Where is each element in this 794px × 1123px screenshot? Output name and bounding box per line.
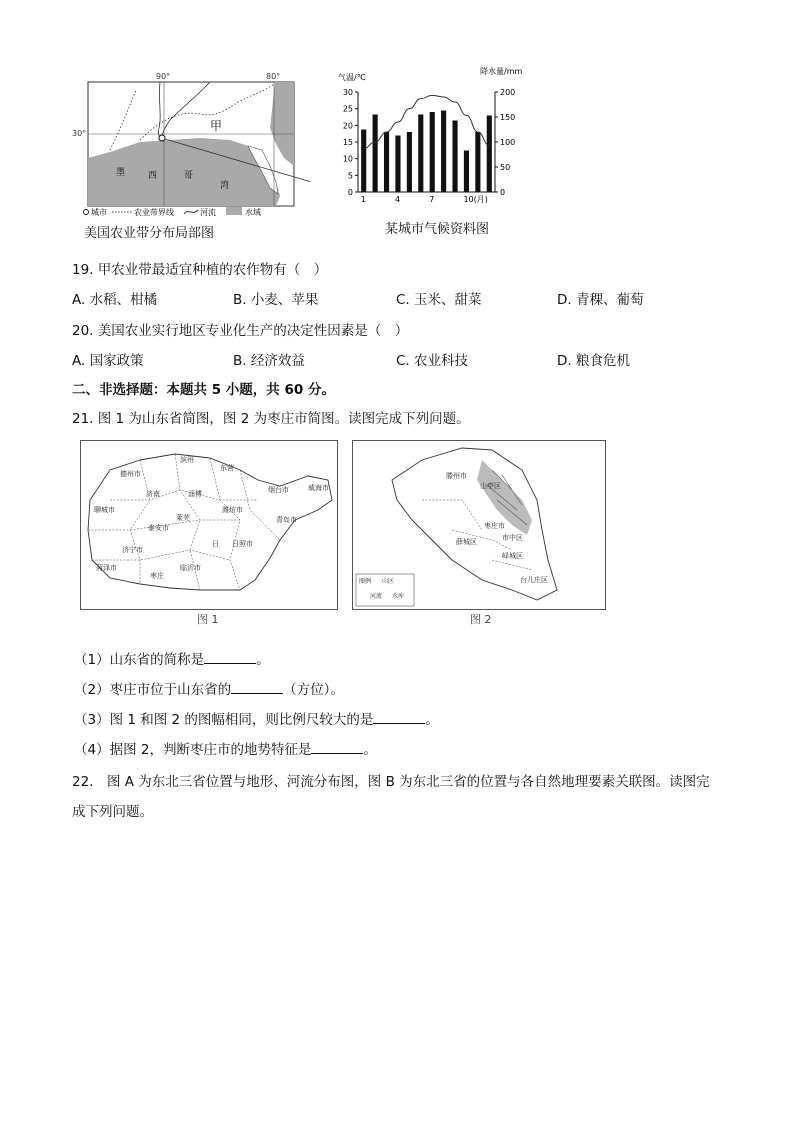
zz-zaozhuang: 枣庄市 [484,522,505,530]
q21-sub1-blank[interactable] [204,651,256,664]
sd-weihai: 威海市 [308,484,329,492]
q20-stem: 20. 美国农业实行地区专业化生产的决定性因素是（ ） [72,323,409,339]
lon-90-label: 90° [156,72,171,81]
q19-option-b[interactable]: B. 小麦、苹果 [233,292,319,308]
figure-1-label: 图 1 [197,613,219,626]
legend-water: 水域 [245,208,261,217]
us-map-graphic [70,70,310,245]
q20-option-b[interactable]: B. 经济效益 [233,353,305,369]
precip-bar [430,112,435,192]
q21-sub3-text: （3）图 1 和图 2 的图幅相同，则比例尺较大的是 [74,712,374,728]
sd-ri: 日 [212,540,219,548]
sd-heze: 菏泽市 [96,564,117,572]
sd-taian: 泰安市 [148,524,169,532]
sd-jinan: 济南 [146,490,160,498]
sd-linyi: 临沂市 [180,564,201,572]
x-tick-label: 10(月) [463,195,488,204]
zz-shanting: 山亭区 [480,482,501,490]
sd-weifang: 潍坊市 [222,506,243,514]
sd-qingdao: 青岛市 [276,516,297,524]
q21-sub4-end: 。 [363,742,377,758]
sd-rizhao: 日照市 [232,540,253,548]
climate-chart [330,62,530,240]
zaozhuang-map-graphic [352,440,606,610]
precip-bar [464,151,469,193]
left-tick-label: 10 [342,154,353,164]
precip-bar [475,132,480,192]
lat-30-label: 30° [72,129,87,138]
right-tick-label: 150 [500,113,516,122]
q19-stem: 19. 甲农业带最适宜种植的农作物有（ ） [72,262,328,278]
zz-yicheng: 峄城区 [502,552,523,560]
q20-option-c[interactable]: C. 农业科技 [396,353,469,369]
precip-bar [395,136,400,193]
gulf-char-2: 西 [148,171,158,181]
figure-2-label: 图 2 [470,613,492,626]
climate-chart-svg [330,62,530,240]
q21-sub1 [74,648,270,668]
figure-1-shandong-map [80,440,338,610]
q21-sub4-blank[interactable] [311,741,363,754]
q21-sub1-end: 。 [256,652,270,668]
sd-dongying: 东营 [220,464,234,472]
q19-option-d[interactable]: D. 青稞、葡萄 [557,292,644,308]
precip-bar [373,115,378,193]
gulf-char-4: 湾 [220,181,230,191]
legend-city: 城市 [91,208,107,217]
us-map-caption: 美国农业带分布局部图 [84,226,215,241]
q21-sub3 [74,708,439,728]
temperature-line [364,95,490,148]
precip-bar [452,121,457,193]
sd-laiwu: 莱芜 [176,514,190,522]
left-tick-label: 20 [342,121,353,131]
q21-sub4 [74,738,377,758]
left-tick-label: 0 [347,188,353,197]
q22-stem-line2: 成下列问题。 [72,804,153,820]
q20-option-d[interactable]: D. 粮食危机 [557,353,630,369]
precip-bar [418,115,423,193]
q20-option-a[interactable]: A. 国家政策 [72,353,144,369]
q21-sub2-text: （2）枣庄市位于山东省的 [74,682,232,698]
right-tick-label: 200 [500,88,516,97]
zz-tengzhou: 滕州市 [446,472,467,480]
sd-zibo: 淄博 [188,490,202,498]
shandong-map-graphic [80,440,338,610]
left-tick-label: 25 [342,104,353,114]
figure-2-zaozhuang-map [352,440,606,610]
q21-sub2-blank[interactable] [231,681,283,694]
x-tick-label: 7 [429,195,435,204]
q19-option-c[interactable]: C. 玉米、甜菜 [396,292,482,308]
zz-xuecheng: 薛城区 [456,538,477,546]
legend-river: 河流 [200,208,216,217]
gulf-char-3: 哥 [184,171,194,181]
city-marker [159,135,165,141]
left-axis-unit: 气温/℃ [338,73,366,82]
section-2-heading: 二、非选择题：本题共 5 小题，共 60 分。 [72,382,335,398]
area-jia-label: 甲 [210,119,223,133]
right-tick-label: 50 [500,163,511,172]
sd-dezhou: 德州市 [120,470,141,478]
q22-stem-line1: 22. 图 A 为东北三省位置与地形、河流分布图，图 B 为东北三省的位置与各自然地理要素关联图。读图完 [72,774,710,790]
left-tick-label: 15 [342,138,353,147]
left-tick-label: 5 [347,171,353,181]
x-tick-label: 1 [360,195,366,204]
zz-legend-title: 图例 [359,578,372,585]
lon-80-label: 80° [266,72,281,81]
right-axis-unit: 降水量/mm [480,67,523,76]
q21-stem: 21. 图 1 为山东省简图，图 2 为枣庄市简图。读图完成下列问题。 [72,411,470,427]
precip-bar [384,132,389,192]
q21-sub2-end: （方位）。 [283,682,344,698]
precip-bar [407,132,412,192]
right-tick-label: 100 [500,138,516,147]
zz-legend-river: 河流 [370,593,383,600]
gulf-char-1: 墨 [116,168,126,178]
sd-zaozhuang: 枣庄 [150,572,164,580]
q21-sub3-blank[interactable] [373,711,425,724]
q21-sub4-text: （4）据图 2，判断枣庄市的地势特征是 [74,742,312,758]
precip-bar [487,116,492,193]
q19-option-a[interactable]: A. 水稻、柑橘 [72,292,158,308]
zz-shizhong: 市中区 [502,534,523,542]
climate-caption: 某城市气候资料图 [385,222,490,237]
zz-taierzhuang: 台儿庄区 [520,576,548,584]
right-tick-label: 0 [500,188,506,197]
q21-sub3-end: 。 [425,712,439,728]
sd-jining: 济宁市 [122,546,143,554]
us-agriculture-map [70,70,310,245]
sd-yantai: 烟台市 [268,486,289,494]
zz-legend-reservoir: 水库 [392,593,405,600]
sd-liaocheng: 聊城市 [94,506,115,514]
sd-binzhou: 滨州 [180,456,194,464]
q21-sub2 [74,678,344,698]
x-tick-label: 4 [394,195,401,204]
legend-belt: 农业带界线 [134,208,174,217]
precip-bar [441,111,446,193]
precip-bar [361,130,366,193]
q21-sub1-text: （1）山东省的简称是 [74,652,205,668]
zz-legend-mountain: 山区 [382,578,395,585]
left-tick-label: 30 [342,88,353,97]
